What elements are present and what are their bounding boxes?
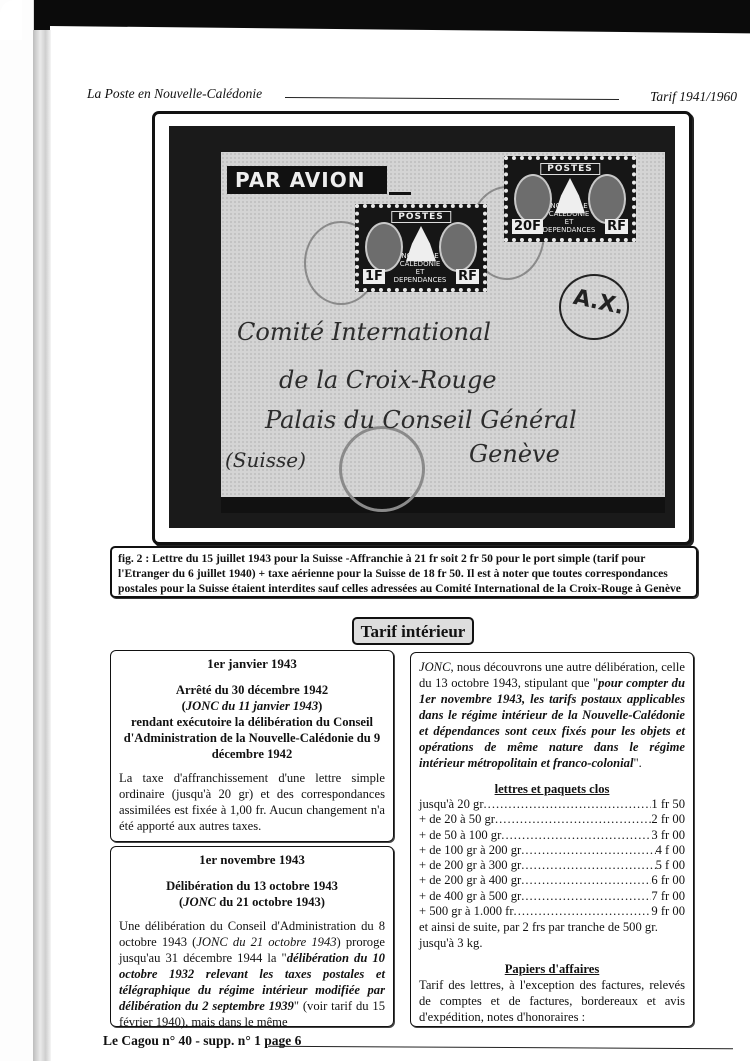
box-date: 1er novembre 1943	[199, 852, 305, 867]
stamp-rf: RF	[458, 269, 477, 284]
running-head-rule	[285, 97, 619, 100]
page-footer	[103, 1033, 733, 1051]
rate-row: + de 100 gr à 200 gr ..... 4 f 00	[419, 843, 685, 858]
rate-row: + de 400 gr à 500 gr ..... 7 fr 00	[419, 889, 685, 904]
cancel-mark: A.X.	[570, 284, 627, 321]
par-avion-rule	[389, 192, 411, 195]
footer-text: Le Cagou n° 40 - supp. n° 1 page 6	[103, 1033, 302, 1048]
box-intro: JONC, nous découvrons une autre délibération, celle du 13 octobre 1943, stipulant que "pour compter du 1er novembre 1943, les tarifs postaux applicables dans le régime intérieur de la Nouvelle-Calédonie et dépendances sont ceux fixés pour les objets et opérations de même nature dans le régime intérieur métropolitain et franco-colonial".	[419, 660, 685, 770]
running-head-left: La Poste en Nouvelle-Calédonie	[87, 86, 263, 101]
decree-ref: (JONC du 21 octobre 1943)	[178, 895, 325, 909]
footer-rule	[268, 1046, 733, 1049]
par-avion-label: PAR AVION	[227, 166, 387, 194]
rates-note: et ainsi de suite, par 2 frs par tranche de 500 gr.	[419, 920, 658, 935]
envelope-photo	[169, 126, 675, 528]
rates-note: jusqu'à 3 kg.	[419, 936, 483, 951]
scan-margin-left	[0, 0, 34, 1061]
stamp-20f	[504, 156, 636, 242]
address-line-1: Comité International	[237, 318, 491, 346]
rates-list	[419, 797, 685, 919]
tariff-box-right	[410, 652, 694, 1027]
rate-row: + de 20 à 50 gr ..... 2 fr 00	[419, 812, 685, 827]
running-head	[87, 84, 737, 106]
stamp-header: POSTES	[540, 163, 600, 175]
stamp-country: NOUVELLE CALEDONIE ET DEPENDANCES	[542, 202, 596, 234]
decree-ref: (JONC du 11 janvier 1943)	[181, 699, 323, 713]
rate-row: + de 50 à 100 gr ..... 3 fr 00	[419, 828, 685, 843]
stamp-value: 1F	[365, 269, 383, 284]
scan-corner	[0, 0, 22, 40]
envelope-shadow	[221, 497, 665, 513]
stamp-country: NOUVELLE CALEDONIE ET DEPENDANCES	[393, 252, 447, 284]
postmark-circle	[339, 426, 425, 512]
box-date: 1er janvier 1943	[207, 656, 297, 671]
section-title: Tarif intérieur	[352, 617, 474, 645]
decree-subject: rendant exécutoire la délibération du Conseil d'Administration de la Nouvelle-Calédonie du 9 décembre 1942	[123, 715, 381, 761]
decree-title: Délibération du 13 octobre 1943	[166, 879, 338, 893]
box-body: Une délibération du Conseil d'Administration du 8 octobre 1943 (JONC du 21 octobre 1943) proroge jusqu'au 31 décembre 1944 la "délibération du 10 octobre 1932 relevant les taxes postales et télégraphique du régime intérieur modifiée par délibération du 2 septembre 1939" (voir tarif du 15 février 1940), mais dans le même	[119, 919, 385, 1029]
box-body: La taxe d'affranchissement d'une lettre simple ordinaire (jusqu'à 20 gr) et des correspondances assimilées est fixée à 1,00 fr. Aucun changement n'a été apporté aux autres taxes.	[119, 771, 385, 833]
stamp-header: POSTES	[391, 211, 451, 223]
figure-caption: fig. 2 : Lettre du 15 juillet 1943 pour la Suisse -Affranchie à 21 fr soit 2 fr 50 pour le port simple (tarif pour l'Etranger du 6 juillet 1940) + taxe aérienne pour la Suisse de 18 fr 50. Il est à noter que toutes correspondances postales pour la Suisse étaient interdites sauf celles adressées au Comité International de la Croix-Rouge à Genève	[110, 546, 698, 598]
business-papers-title: Papiers d'affaires	[504, 962, 600, 977]
rate-row: + 500 gr à 1.000 fr ..... 9 fr 00	[419, 904, 685, 919]
tariff-box-jan-1943	[110, 650, 394, 842]
business-papers-text: Tarif des lettres, à l'exception des factures, relevés de comptes et de factures, bordereaux et avis d'expédition, notes d'honoraires :	[419, 978, 685, 1025]
rate-row: + de 200 gr à 300 gr ..... 5 f 00	[419, 858, 685, 873]
rate-row: + de 200 gr à 400 gr ..... 6 fr 00	[419, 873, 685, 888]
tariff-box-nov-1943	[110, 846, 394, 1027]
address-line-3: Palais du Conseil Général	[265, 406, 577, 434]
cancel-circle	[559, 274, 629, 340]
address-line-2: de la Croix-Rouge	[279, 366, 497, 394]
running-head-right: Tarif 1941/1960	[650, 89, 737, 104]
stamp-rf: RF	[607, 219, 626, 234]
stamp-value: 20F	[514, 219, 541, 234]
rate-row: jusqu'à 20 gr ..... 1 fr 50	[419, 797, 685, 812]
letters-title: lettres et paquets clos	[494, 782, 610, 796]
decree-title: Arrêté du 30 décembre 1942	[175, 683, 329, 697]
address-line-4: Genève	[469, 440, 560, 468]
stamp-1f	[355, 204, 487, 292]
book-spine-edge	[33, 30, 51, 1061]
address-line-5: (Suisse)	[225, 448, 306, 472]
figure-frame	[152, 111, 692, 545]
